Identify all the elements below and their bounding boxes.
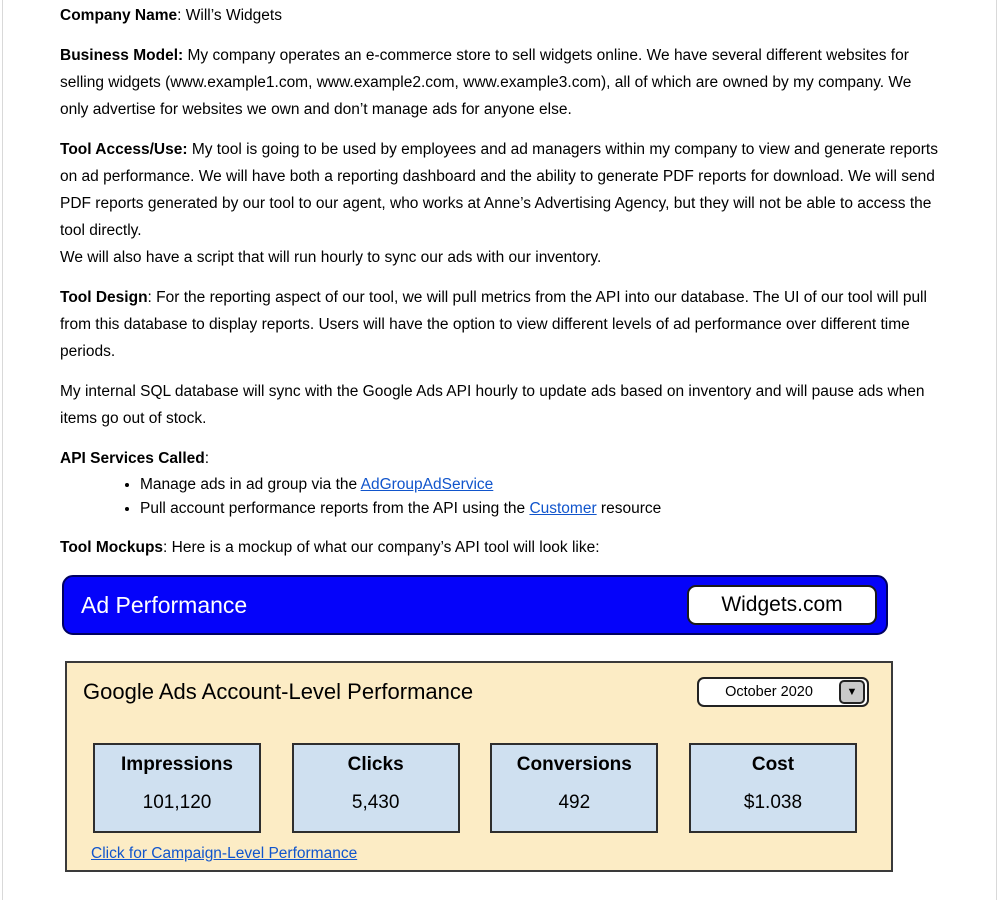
list-item xyxy=(140,497,940,521)
customer-link[interactable]: Customer xyxy=(529,500,597,517)
chevron-down-icon: ▼ xyxy=(846,686,858,698)
list-item xyxy=(140,473,940,497)
metric-label: Impressions xyxy=(121,754,233,775)
bullet2-post: resource xyxy=(596,500,662,517)
paragraph-tool-access xyxy=(60,136,940,271)
api-services-list xyxy=(60,473,940,521)
month-dropdown-value: October 2020 xyxy=(725,684,813,700)
adgroupadservice-link[interactable]: AdGroupAdService xyxy=(360,476,494,493)
tool-design-text: For the reporting aspect of our tool, we will pull metrics from the API into our database. The UI of our tool will pull from this database to display reports. Users will have the option to view different levels of ad performance over different time periods. xyxy=(60,289,927,360)
campaign-level-link[interactable]: Click for Campaign-Level Performance xyxy=(91,845,358,862)
metric-card-clicks xyxy=(292,743,460,833)
bullet1-pre: Manage ads in ad group via the xyxy=(140,476,361,493)
company-name-label: Company Name xyxy=(60,7,178,24)
widgets-site-button[interactable]: Widgets.com xyxy=(687,585,877,625)
company-name-sep: : xyxy=(177,7,186,24)
tool-design-label: Tool Design xyxy=(60,289,148,306)
page-border-right xyxy=(996,0,997,900)
paragraph-api-services-heading xyxy=(60,445,940,472)
metric-card-cost xyxy=(689,743,857,833)
metric-value: 5,430 xyxy=(351,792,400,813)
paragraph-sql-sync xyxy=(60,378,940,432)
metric-label: Conversions xyxy=(516,754,632,775)
panel-heading: Google Ads Account-Level Performance xyxy=(83,679,474,704)
business-model-label: Business Model: xyxy=(60,47,184,64)
metric-label: Clicks xyxy=(347,754,404,775)
month-dropdown[interactable] xyxy=(697,677,869,707)
page-border-left xyxy=(2,0,3,900)
metric-card-conversions xyxy=(490,743,658,833)
dropdown-arrow-button[interactable] xyxy=(839,680,865,704)
paragraph-company-name xyxy=(60,2,940,29)
paragraph-tool-mockups xyxy=(60,534,940,561)
sql-sync-text: My internal SQL database will sync with the Google Ads API hourly to update ads based on inventory and will pause ads when items go out of stock. xyxy=(60,383,925,427)
bullet2-pre: Pull account performance reports from the API using the xyxy=(140,500,530,517)
account-performance-panel xyxy=(65,661,893,872)
mockup-titlebar xyxy=(62,575,888,635)
tool-mockups-label: Tool Mockups xyxy=(60,539,164,556)
tool-access-text: My tool is going to be used by employees and ad managers within my company to view and generate reports on ad performance. We will have both a reporting dashboard and the ability to generate PDF reports for download. We will send PDF reports generated by our tool to our agent, who works at Anne’s Advertising Agency, but they will not be able to access the tool directly. xyxy=(60,141,938,239)
tool-access-text2: We will also have a script that will run hourly to sync our ads with our inventory. xyxy=(60,249,602,266)
mockup-title: Ad Performance xyxy=(81,591,248,618)
metric-value: 101,120 xyxy=(142,792,212,813)
tool-access-label: Tool Access/Use: xyxy=(60,141,188,158)
paragraph-tool-design xyxy=(60,284,940,365)
tool-design-sep: : xyxy=(147,289,157,306)
metric-value: $1.038 xyxy=(743,792,803,813)
panel-header xyxy=(83,677,869,707)
paragraph-business-model xyxy=(60,42,940,123)
tool-mockups-text: Here is a mockup of what our company’s API tool will look like: xyxy=(171,539,600,556)
api-services-sep: : xyxy=(204,450,210,467)
metric-cards-row xyxy=(83,743,869,833)
tool-mockups-sep: : xyxy=(163,539,172,556)
business-model-text: My company operates an e-commerce store to sell widgets online. We have several different websites for selling widgets (www.example1.com, www.example2.com, www.example3.com), all of which are owned by my company. We only advertise for websites we own and don’t manage ads for anyone else. xyxy=(60,47,912,118)
metric-label: Cost xyxy=(751,754,795,775)
metric-card-impressions xyxy=(93,743,261,833)
metric-value: 492 xyxy=(558,792,591,813)
company-name-value: Will’s Widgets xyxy=(185,7,282,24)
api-services-label: API Services Called xyxy=(60,450,205,467)
